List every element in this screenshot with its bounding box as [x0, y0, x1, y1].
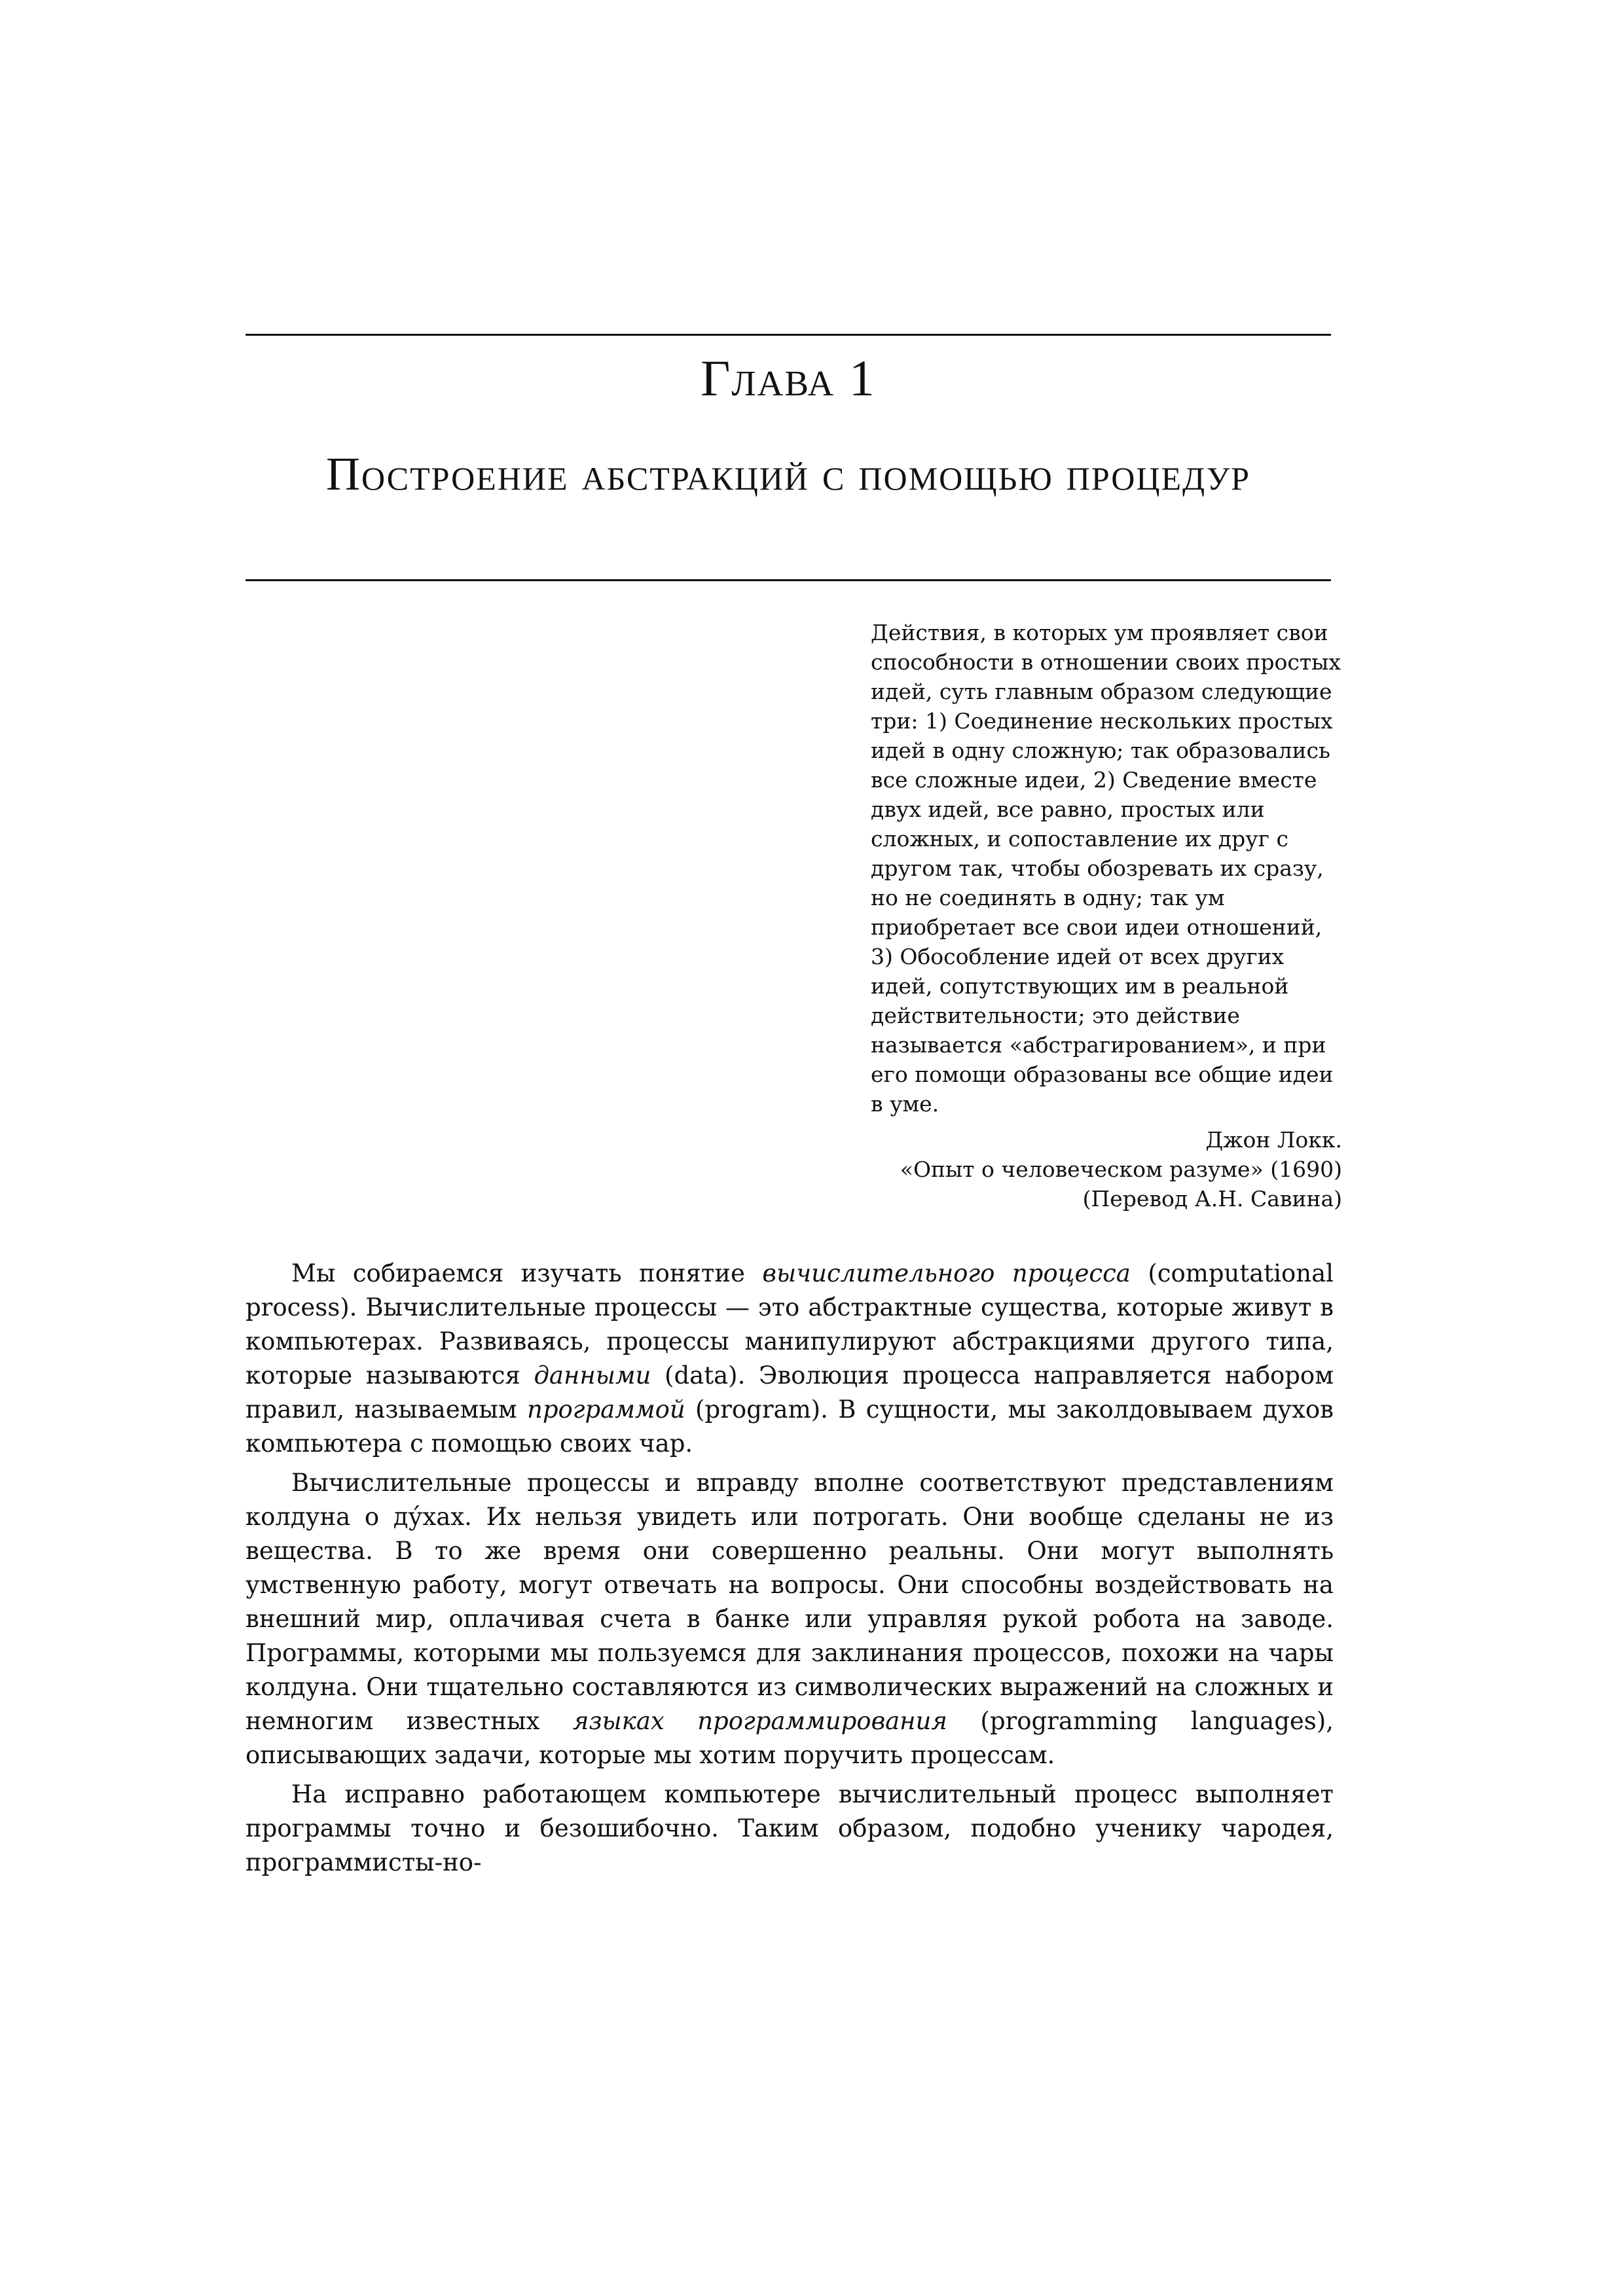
paragraph-1-text: (computational process). Вычислительные процессы — это абстрактные существа, которые живут в компьютерах. Развиваясь, процессы манипулируют абстракциями другого типа, которые называются [246, 1259, 1334, 1390]
epigraph-text: Действия, в которых ум проявляет свои способности в отношении своих простых идей, суть главным образом следующие три: 1) Соединение нескольких простых идей в одну сложную; так образовались все сложные идеи, 2) Сведение вместе двух идей, все равно, простых или сложных, и сопоставление их друг с другом так, чтобы обозревать их сразу, но не соединять в одну; так ум приобретает все свои идеи отношений, 3) Обособление идей от всех других идей, сопутствующих им в реальной действительности; это действие называется «абстрагированием», и при его помощи образованы все общие идеи в уме. [871, 620, 1341, 1117]
paragraph-2-text: (programming languages), описывающих задачи, которые мы хотим поручить процессам. [246, 1707, 1334, 1769]
chapter-rule-bottom [246, 579, 1331, 581]
paragraph-2-text: Вычислительные процессы и вправду вполне соответствуют представлениям колдуна о ду́хах. Их нельзя увидеть или потрогать. Они вообще сделаны не из вещества. В то же время они совершенно реальны. Они могут выполнять умственную работу, могут отвечать на вопросы. Они способны воздействовать на внешний мир, оплачивая счета в банке или управляя рукой робота на заводе. Программы, которыми мы пользуемся для заклинания процессов, похожи на чары колдуна. Они тщательно составляются из символических выражений на сложных и немногим известных [246, 1469, 1334, 1735]
epigraph-attribution [871, 1125, 1342, 1213]
paragraph-2 [246, 1466, 1334, 1772]
paragraph-1-text: (program). В сущности, мы заколдовываем духов компьютера с помощью своих чар. [246, 1395, 1334, 1458]
paragraph-1-text: Мы собираемся изучать понятие [291, 1259, 763, 1287]
chapter-rule-top [246, 334, 1331, 336]
chapter-label: Глава 1 [701, 350, 876, 406]
term-computational-process: вычислительного процесса [762, 1259, 1131, 1287]
epigraph [871, 618, 1342, 1213]
term-programming-languages: языках программирования [572, 1707, 947, 1735]
term-data: данными [534, 1361, 651, 1390]
chapter-title: Построение абстракций с помощью процедур [326, 448, 1250, 500]
body-text [246, 1257, 1334, 1885]
epigraph-translator: (Перевод А.Н. Савина) [1082, 1186, 1342, 1211]
paragraph-3 [246, 1778, 1334, 1880]
paragraph-1 [246, 1257, 1334, 1461]
epigraph-work: «Опыт о человеческом разуме» (1690) [900, 1157, 1342, 1182]
term-program: программой [527, 1395, 685, 1424]
paragraph-3-text: На исправно работающем компьютере вычислительный процесс выполняет программы точно и безошибочно. Таким образом, подобно ученику чародея, программисты-но- [246, 1780, 1334, 1876]
epigraph-author: Джон Локк. [1205, 1127, 1342, 1153]
paragraph-1-text: (data). Эволюция процесса направляется набором правил, называемым [246, 1361, 1334, 1424]
